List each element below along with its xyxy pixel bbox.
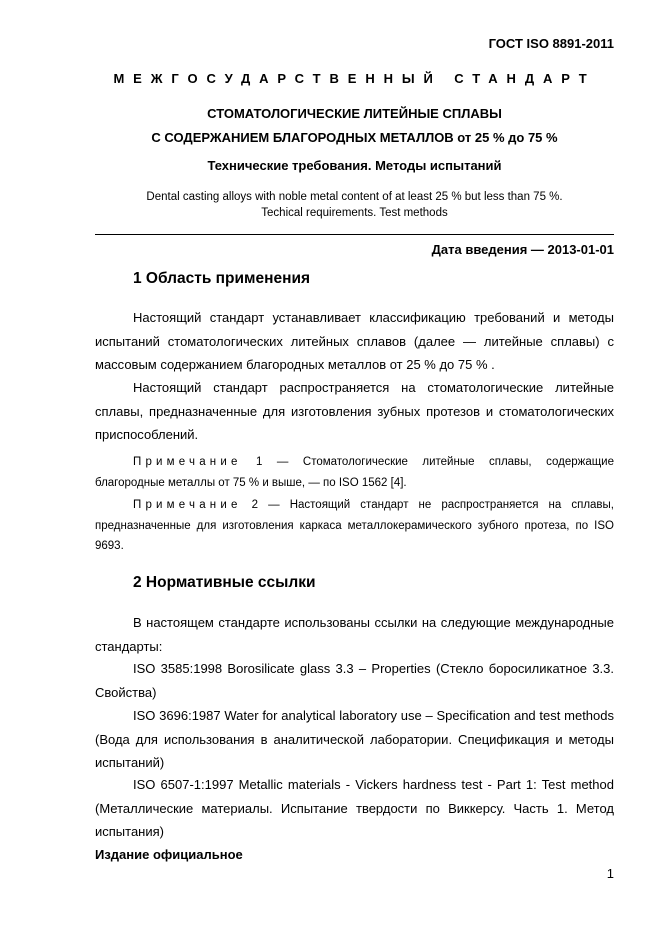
reference-iso-3585: ISO 3585:1998 Borosilicate glass 3.3 – Properties (Стекло боросиликатное 3.3. Свойства) <box>95 661 614 700</box>
document-code: ГОСТ ISO 8891-2011 <box>488 36 614 51</box>
section-2-heading: 2 Нормативные ссылки <box>133 574 316 591</box>
title-line-2: С СОДЕРЖАНИЕМ БЛАГОРОДНЫХ МЕТАЛЛОВ от 25 % до 75 % <box>151 130 558 145</box>
reference-iso-3696: ISO 3696:1987 Water for analytical laboratory use – Specification and test methods (Вода для использования в аналитической лаборатории. Спецификация и методы испытаний) <box>95 708 614 770</box>
title-line-1: СТОМАТОЛОГИЧЕСКИЕ ЛИТЕЙНЫЕ СПЛАВЫ <box>207 106 502 121</box>
note-2-label: Примечание <box>133 499 242 511</box>
section-2-intro: В настоящем стандарте использованы ссылки на следующие международные стандарты: <box>95 615 614 654</box>
edition-label: Издание официальное <box>95 847 243 862</box>
english-title <box>95 189 614 221</box>
note-1 <box>95 452 614 493</box>
note-1-label: Примечание <box>133 456 242 468</box>
page-number: 1 <box>606 866 614 881</box>
note-2-text: 2 — Настоящий стандарт не распространяется на сплавы, предназначенные для изготовления каркаса металлокерамического зубного протеза, по ISO 9693. <box>95 499 614 552</box>
section-1-paragraph-2: Настоящий стандарт распространяется на стоматологические литейные сплавы, предназначенные для изготовления зубных протезов и стоматологических приспособлений. <box>95 380 614 442</box>
section-1-heading: 1 Область применения <box>133 270 311 287</box>
title-divider <box>95 234 614 235</box>
note-2 <box>95 495 614 557</box>
reference-iso-6507: ISO 6507-1:1997 Metallic materials - Vickers hardness test - Part 1: Test method (Металлические материалы. Испытание твердости по Виккерсу. Часть 1. Метод испытания) <box>95 777 614 839</box>
note-1-text: 1 — Стоматологические литейные сплавы, содержащие благородные металлы от 75 % и выше, — по ISO 1562 [4]. <box>95 456 614 489</box>
english-title-line-2: Techical requirements. Test methods <box>261 207 448 219</box>
standard-type: МЕЖГОСУДАРСТВЕННЫЙ СТАНДАРТ <box>113 71 596 86</box>
english-title-line-1: Dental casting alloys with noble metal content of at least 25 % but less than 75 %. <box>146 191 563 203</box>
section-1-paragraph-1: Настоящий стандарт устанавливает классификацию требований и методы испытаний стоматологических литейных сплавов (далее — литейные сплавы) с массовым содержанием благородных металлов от 25 % до 75 % . <box>95 310 614 372</box>
subtitle: Технические требования. Методы испытаний <box>207 158 502 173</box>
intro-date: Дата введения — 2013-01-01 <box>431 242 614 257</box>
